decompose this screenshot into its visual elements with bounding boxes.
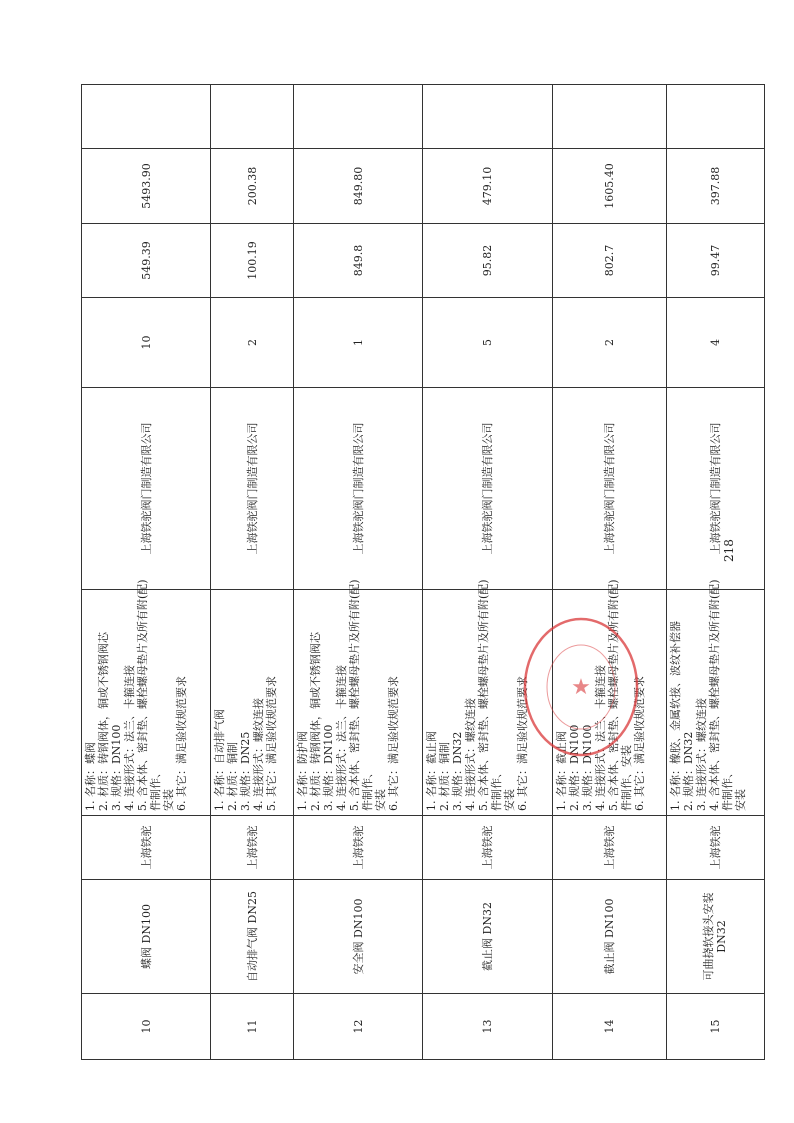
total-price-cell: 200.38 <box>211 149 294 224</box>
unit-price-cell: 849.8 <box>294 224 423 298</box>
description-line: 安装 <box>374 789 388 811</box>
description-line: 3. 规格：DN100 <box>110 724 123 811</box>
description-line: 件制作、 <box>720 767 734 811</box>
unit-price-cell: 99.47 <box>666 224 764 298</box>
remarks-cell <box>211 85 294 149</box>
description-line: 2. 规格：DN32 <box>681 731 695 811</box>
description-line: 6. 其它：满足验收规范要求 <box>632 676 646 811</box>
remarks-cell <box>666 85 764 149</box>
description-line: 4. 连接形式：螺纹连接 <box>252 698 266 811</box>
manufacturer-cell: 上海铁驼阀门制造有限公司 <box>666 388 764 590</box>
description-line: 3. 连接形式：螺纹连接 <box>694 698 708 811</box>
description-line: 5. 含本体、密封垫、螺栓螺母垫片及所有附(配) <box>477 579 491 811</box>
description-line: 2. 材质：铸钢阀体，铜或不锈钢阀芯 <box>309 632 323 811</box>
description-line: 1. 名称：防护阀 <box>296 731 310 811</box>
quantity-cell: 2 <box>552 298 666 388</box>
table-row <box>666 85 764 1060</box>
brand-cell: 上海铁驼 <box>82 816 211 880</box>
description-line: 4. 含本体、密封垫、螺栓螺母垫片及所有附(配) <box>707 579 721 811</box>
item-name-cell: 蝶阀 DN100 <box>82 880 211 994</box>
description-line: 件制作、 <box>149 767 162 811</box>
description-line: 1. 名称：橡胶、金属软接、波纹补偿器 <box>668 621 682 811</box>
table-row <box>423 85 552 1060</box>
manufacturer-cell: 上海铁驼阀门制造有限公司 <box>552 388 666 590</box>
description-cell <box>294 579 423 816</box>
description-line: 件制作、 <box>361 767 375 811</box>
page-number: 218 <box>722 539 736 562</box>
description-line: 1. 名称：自动排气阀 <box>213 709 227 811</box>
total-price-cell: 849.80 <box>294 149 423 224</box>
total-price-cell: 5493.90 <box>82 149 211 224</box>
description-line: 2. 材质：铜制 <box>438 742 452 811</box>
item-number-cell: 15 <box>666 994 764 1060</box>
description-line: 5. 其它：满足验收规范要求 <box>265 676 279 811</box>
table-row <box>211 85 294 1060</box>
unit-price-cell: 549.39 <box>82 224 211 298</box>
description-line: 件制作、安装 <box>619 745 633 811</box>
item-name-cell: 可曲挠软接头安装 DN32 <box>666 880 764 994</box>
manufacturer-cell: 上海铁驼阀门制造有限公司 <box>82 388 211 590</box>
description-line: 4. 连接形式：螺纹连接 <box>464 698 478 811</box>
description-cell <box>211 590 294 816</box>
item-number-cell: 11 <box>211 994 294 1060</box>
item-name-cell: 自动排气阀 DN25 <box>211 880 294 994</box>
description-cell <box>82 579 211 816</box>
remarks-cell <box>294 85 423 149</box>
description-line: 3. 规格：DN100 <box>580 724 594 811</box>
description-line: 6. 其它：满足验收规范要求 <box>387 676 401 811</box>
brand-cell: 上海铁驼 <box>666 816 764 880</box>
unit-price-cell: 95.82 <box>423 224 552 298</box>
description-line: 6. 其它：满足验收规范要求 <box>175 676 188 811</box>
brand-cell: 上海铁驼 <box>294 816 423 880</box>
brand-cell: 上海铁驼 <box>211 816 294 880</box>
table-row <box>82 85 211 1060</box>
svg-text:★: ★ <box>571 675 591 700</box>
item-number-cell: 10 <box>82 994 211 1060</box>
brand-cell: 上海铁驼 <box>423 816 552 880</box>
description-line: 4. 连接形式：法兰、卡箍连接 <box>123 665 136 811</box>
quantity-cell: 1 <box>294 298 423 388</box>
item-name-cell: 安全阀 DN100 <box>294 880 423 994</box>
total-price-cell: 479.10 <box>423 149 552 224</box>
description-line: 2. 规格：DN100 <box>567 724 581 811</box>
description-line: 1. 名称：蝶阀 <box>84 742 97 811</box>
item-number-cell: 13 <box>423 994 552 1060</box>
description-line: 1. 名称：截止阀 <box>425 731 439 811</box>
quantity-cell: 2 <box>211 298 294 388</box>
quantity-cell: 4 <box>666 298 764 388</box>
manufacturer-cell: 上海铁驼阀门制造有限公司 <box>294 388 423 590</box>
item-number-cell: 14 <box>552 994 666 1060</box>
description-line: 3. 规格：DN25 <box>239 731 253 811</box>
description-line: 1. 名称：截止阀 <box>554 731 568 811</box>
quantity-cell: 5 <box>423 298 552 388</box>
description-line: 4. 连接形式：法兰、卡箍连接 <box>335 665 349 811</box>
manufacturer-cell: 上海铁驼阀门制造有限公司 <box>423 388 552 590</box>
valve-quote-table <box>81 84 765 1060</box>
table-body <box>82 85 765 1060</box>
manufacturer-cell: 上海铁驼阀门制造有限公司 <box>211 388 294 590</box>
total-price-cell: 397.88 <box>666 149 764 224</box>
table-row <box>294 85 423 1060</box>
description-line: 5. 含本体、密封垫、螺栓螺母垫片及所有附(配) <box>348 579 362 811</box>
description-line: 安装 <box>733 789 747 811</box>
unit-price-cell: 100.19 <box>211 224 294 298</box>
item-name-cell: 截止阀 DN100 <box>552 880 666 994</box>
description-line: 安装 <box>503 789 517 811</box>
description-line: 3. 规格：DN100 <box>322 724 336 811</box>
rotated-table-container <box>81 85 765 1060</box>
total-price-cell: 1605.40 <box>552 149 666 224</box>
company-seal-stamp <box>516 612 646 762</box>
description-line: 6. 其它：满足验收规范要求 <box>516 676 530 811</box>
description-cell <box>666 579 764 816</box>
item-name-cell: 截止阀 DN32 <box>423 880 552 994</box>
description-line: 4. 连接形式：法兰、卡箍连接 <box>593 665 607 811</box>
remarks-cell <box>423 85 552 149</box>
description-line: 5. 含本体、密封垫、螺栓螺母垫片及所有附(配) <box>606 579 620 811</box>
description-line: 安装 <box>162 789 175 811</box>
brand-cell: 上海铁驼 <box>552 816 666 880</box>
table-row <box>552 85 666 1060</box>
item-number-cell: 12 <box>294 994 423 1060</box>
description-line: 3. 规格：DN32 <box>451 731 465 811</box>
remarks-cell <box>82 85 211 149</box>
description-line: 2. 材质：铸钢阀体，铜或不锈钢阀芯 <box>97 632 110 811</box>
description-line: 件制作、 <box>490 767 504 811</box>
description-line: 2. 材质：铜制 <box>226 742 240 811</box>
remarks-cell <box>552 85 666 149</box>
description-line: 5. 含本体、密封垫、螺栓螺母垫片及所有附(配) <box>136 579 149 811</box>
unit-price-cell: 802.7 <box>552 224 666 298</box>
quantity-cell: 10 <box>82 298 211 388</box>
